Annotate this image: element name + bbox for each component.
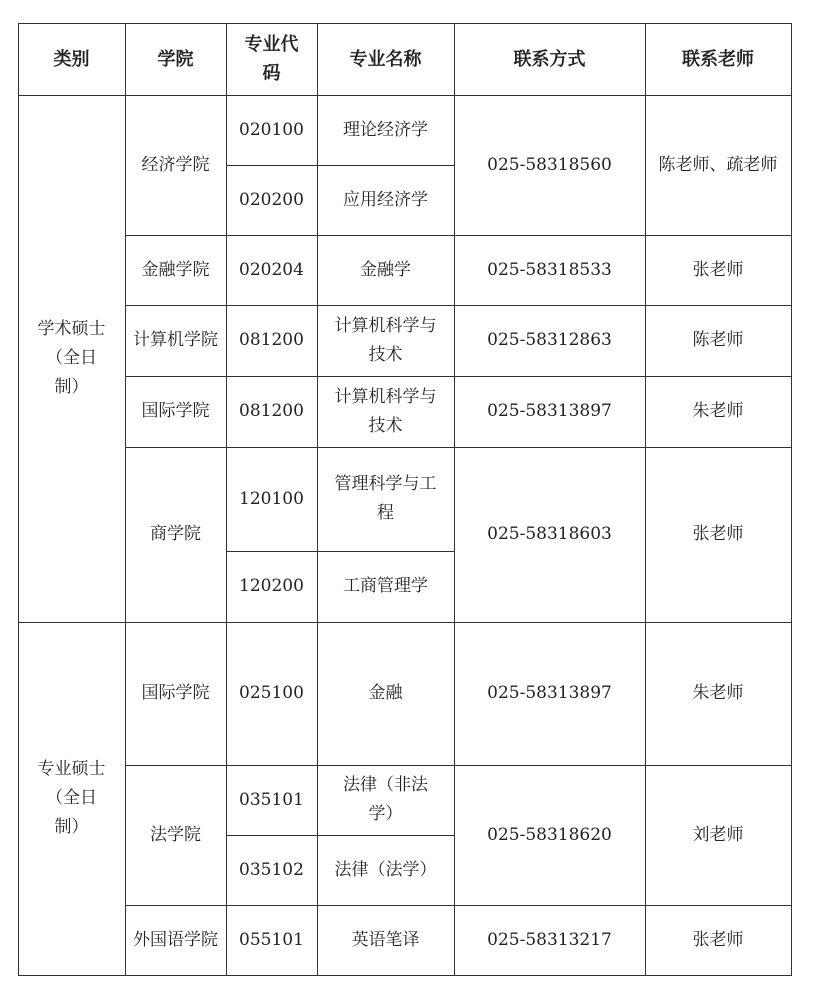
header-contact: 联系方式 — [513, 48, 586, 70]
teacher-cell: 朱老师 — [692, 401, 744, 421]
phone-cell: 025-58318560 — [487, 154, 612, 175]
code-cell: 081200 — [239, 330, 304, 350]
college-business: 商学院 — [150, 524, 201, 544]
code-cell: 120200 — [239, 576, 304, 596]
header-major: 专业名称 — [349, 48, 422, 70]
category-professional: 专业硕士（全日制） — [37, 759, 106, 837]
college-foreign: 外国语学院 — [133, 929, 218, 950]
teacher-cell: 张老师 — [692, 259, 744, 280]
teacher-cell: 张老师 — [692, 929, 744, 950]
college-intl-b: 国际学院 — [141, 683, 210, 703]
phone-cell: 025-58312863 — [487, 330, 612, 350]
phone-cell: 025-58313897 — [487, 401, 612, 421]
teacher-cell: 陈老师 — [692, 330, 744, 350]
phone-cell: 025-58318620 — [487, 824, 612, 845]
phone-cell: 025-58318533 — [487, 259, 612, 280]
code-cell: 035102 — [239, 859, 304, 880]
major-cell: 工商管理学 — [343, 576, 428, 596]
major-cell: 理论经济学 — [343, 119, 428, 140]
major-cell: 英语笔译 — [351, 929, 420, 950]
major-cell: 金融 — [368, 683, 403, 703]
major-cell: 计算机科学与技术 — [334, 315, 437, 365]
teacher-cell: 陈老师、疏老师 — [658, 154, 778, 175]
header-teacher: 联系老师 — [682, 48, 754, 70]
phone-cell: 025-58313897 — [487, 683, 612, 703]
code-cell: 055101 — [239, 929, 304, 950]
code-cell: 035101 — [239, 789, 304, 810]
code-cell: 020200 — [239, 189, 304, 210]
phone-cell: 025-58313217 — [487, 929, 612, 950]
header-category: 类别 — [53, 48, 90, 70]
rule — [791, 23, 792, 976]
college-cs: 计算机学院 — [133, 330, 218, 350]
teacher-cell: 朱老师 — [692, 683, 744, 703]
code-cell: 120100 — [239, 488, 304, 509]
college-intl-a: 国际学院 — [141, 401, 210, 421]
code-cell: 020204 — [239, 259, 304, 280]
major-cell: 计算机科学与技术 — [334, 386, 437, 436]
college-law: 法学院 — [150, 824, 201, 845]
major-cell: 管理科学与工程 — [334, 474, 437, 523]
phone-cell: 025-58318603 — [487, 524, 612, 544]
rule — [18, 975, 792, 976]
major-cell: 金融学 — [360, 259, 411, 280]
header-code: 专业代码 — [244, 34, 299, 84]
major-cell: 应用经济学 — [343, 189, 428, 210]
code-cell: 081200 — [239, 401, 304, 421]
code-cell: 025100 — [239, 683, 304, 703]
major-cell: 法律（非法学） — [343, 775, 428, 824]
major-cell: 法律（法学） — [334, 859, 437, 880]
teacher-cell: 刘老师 — [692, 824, 744, 845]
college-econ: 经济学院 — [141, 154, 210, 175]
code-cell: 020100 — [239, 119, 304, 140]
college-finance: 金融学院 — [141, 259, 210, 280]
category-academic: 学术硕士（全日制） — [37, 319, 106, 397]
header-college: 学院 — [157, 48, 194, 70]
teacher-cell: 张老师 — [692, 524, 744, 544]
